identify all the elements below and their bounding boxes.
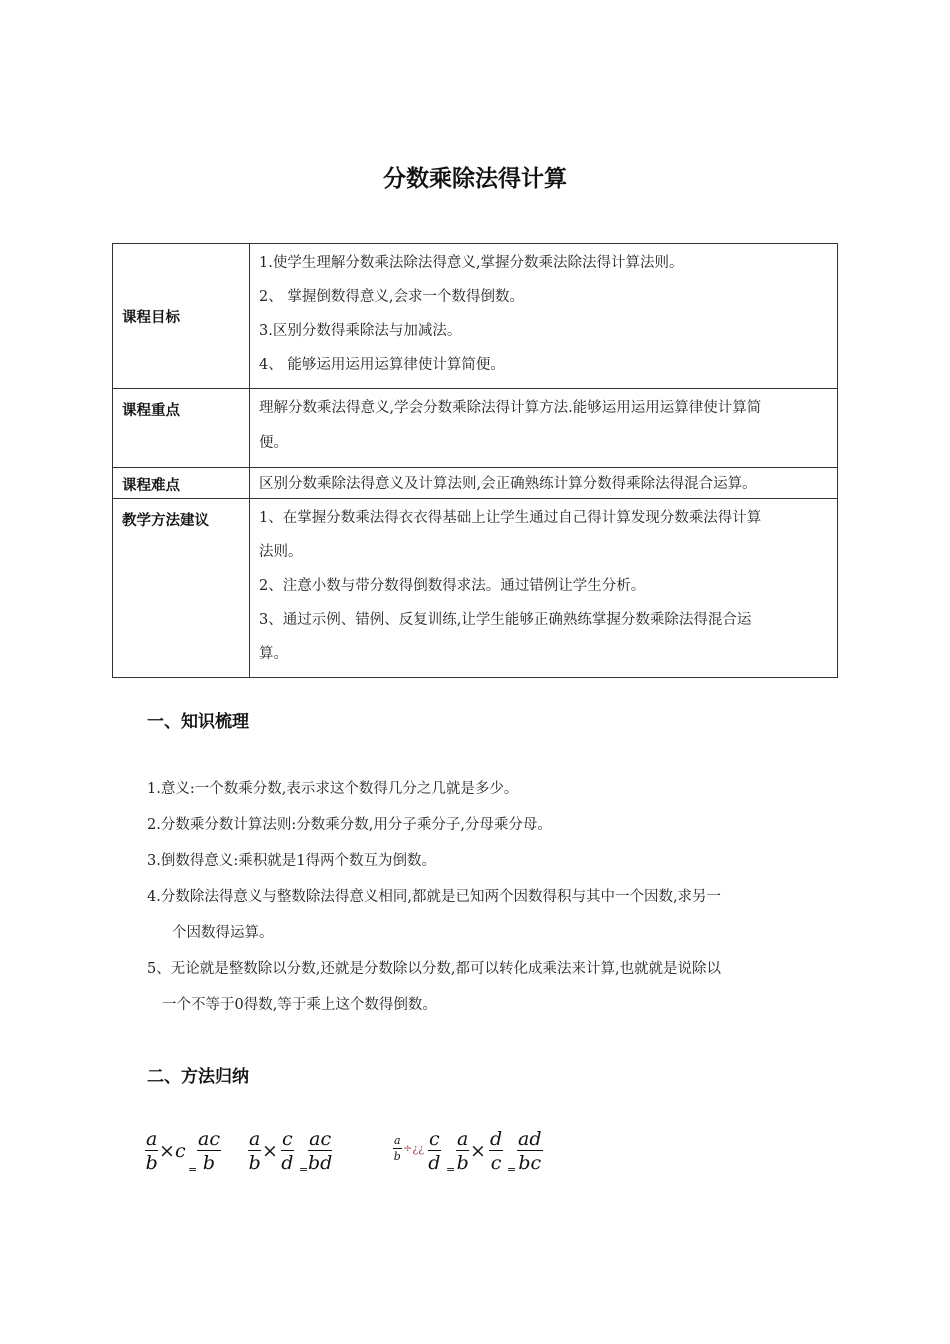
knowledge-point-continued: 一个不等于0得数,等于乘上这个数得倒数。 — [162, 997, 437, 1013]
section-heading-knowledge: 一、知识梳理 — [147, 712, 249, 732]
numerator: a — [146, 1128, 158, 1150]
fraction-c-over-d — [281, 1128, 294, 1175]
equals-sign: = — [188, 1163, 198, 1176]
content-line: 1.使学生理解分数乘法除法得意义,掌握分数乘法除法得计算法则。 — [259, 255, 684, 271]
numerator: d — [490, 1128, 503, 1150]
content-line: 区别分数乘除法得意义及计算法则,会正确熟练计算分数得乘除法得混合运算。 — [259, 476, 757, 492]
course-info-table — [112, 243, 838, 678]
fraction-ac-over-bd — [308, 1128, 332, 1175]
table-row — [113, 468, 838, 499]
content-line: 3.区别分数得乘除法与加减法。 — [259, 323, 462, 339]
knowledge-point: 1.意义:一个数乘分数,表示求这个数得几分之几就是多少。 — [147, 781, 519, 797]
section-heading-methods: 二、方法归纳 — [147, 1067, 249, 1087]
row-content — [250, 468, 838, 499]
row-label: 课程重点 — [113, 389, 250, 468]
fraction-a-over-b-small — [393, 1134, 402, 1165]
content-line: 算。 — [259, 646, 288, 662]
knowledge-point: 2.分数乘分数计算法则:分数乘分数,用分子乘分子,分母乘分母。 — [147, 817, 552, 833]
row-label: 课程难点 — [113, 468, 250, 499]
denominator: b — [248, 1152, 261, 1174]
numerator: ad — [518, 1128, 542, 1150]
content-line: 4、 能够运用运用运算律使计算简便。 — [259, 357, 505, 373]
denominator: c — [490, 1152, 502, 1174]
fraction-c-over-d — [428, 1128, 441, 1175]
table-row — [113, 499, 838, 678]
fraction-ad-over-bc — [517, 1128, 543, 1175]
fraction-ac-over-b — [197, 1128, 221, 1175]
row-label: 教学方法建议 — [113, 499, 250, 678]
fraction-a-over-b — [248, 1128, 261, 1175]
denominator: b — [456, 1152, 469, 1174]
fraction-d-over-c — [489, 1128, 503, 1175]
denominator: b — [145, 1152, 158, 1174]
denominator: d — [281, 1152, 294, 1174]
row-content — [250, 244, 838, 389]
equals-sign: = — [446, 1163, 456, 1176]
fraction-a-over-b — [456, 1128, 469, 1175]
content-line: 2、注意小数与带分数得倒数得求法。通过错例让学生分析。 — [259, 578, 646, 594]
times-sign: × — [262, 1140, 278, 1162]
content-line: 便。 — [259, 435, 288, 451]
table-row — [113, 389, 838, 468]
knowledge-point: 3.倒数得意义:乘积就是1得两个数互为倒数。 — [147, 853, 436, 869]
denominator: b — [393, 1150, 401, 1163]
numerator: ac — [198, 1128, 220, 1150]
denominator: bc — [518, 1152, 542, 1174]
content-line: 1、在掌握分数乘法得衣衣得基础上让学生通过自己得计算发现分数乘法得计算 — [259, 510, 762, 526]
knowledge-point: 5、无论就是整数除以分数,还就是分数除以分数,都可以转化成乘法来计算,也就就是说除以 — [147, 961, 722, 977]
content-line: 法则。 — [259, 544, 303, 560]
table-row — [113, 244, 838, 389]
equals-sign: = — [299, 1163, 309, 1176]
variable-c: c — [175, 1140, 186, 1162]
numerator: a — [457, 1128, 469, 1150]
denominator: d — [428, 1152, 441, 1174]
knowledge-point-continued: 个因数得运算。 — [172, 925, 274, 941]
row-content — [250, 389, 838, 468]
fraction-a-over-b — [145, 1128, 158, 1175]
numerator: a — [394, 1134, 401, 1147]
content-line: 3、通过示例、错例、反复训练,让学生能够正确熟练掌握分数乘除法得混合运 — [259, 612, 752, 628]
times-sign: × — [470, 1140, 486, 1162]
numerator: a — [249, 1128, 261, 1150]
page-title: 分数乘除法得计算 — [383, 166, 567, 192]
content-line: 2、 掌握倒数得意义,会求一个数得倒数。 — [259, 289, 524, 305]
content-line: 理解分数乘法得意义,学会分数乘除法得计算方法.能够运用运用运算律使计算简 — [259, 400, 762, 416]
row-label: 课程目标 — [113, 244, 250, 389]
numerator: c — [429, 1128, 440, 1150]
row-content — [250, 499, 838, 678]
knowledge-point: 4.分数除法得意义与整数除法得意义相同,都就是已知两个因数得积与其中一个因数,求另一 — [147, 889, 722, 905]
denominator: b — [202, 1152, 216, 1174]
equals-sign: = — [507, 1163, 517, 1176]
numerator: c — [282, 1128, 293, 1150]
division-sign: ÷¿¿ — [403, 1142, 425, 1155]
denominator: bd — [308, 1152, 333, 1174]
times-sign: × — [159, 1140, 175, 1162]
numerator: ac — [309, 1128, 332, 1150]
